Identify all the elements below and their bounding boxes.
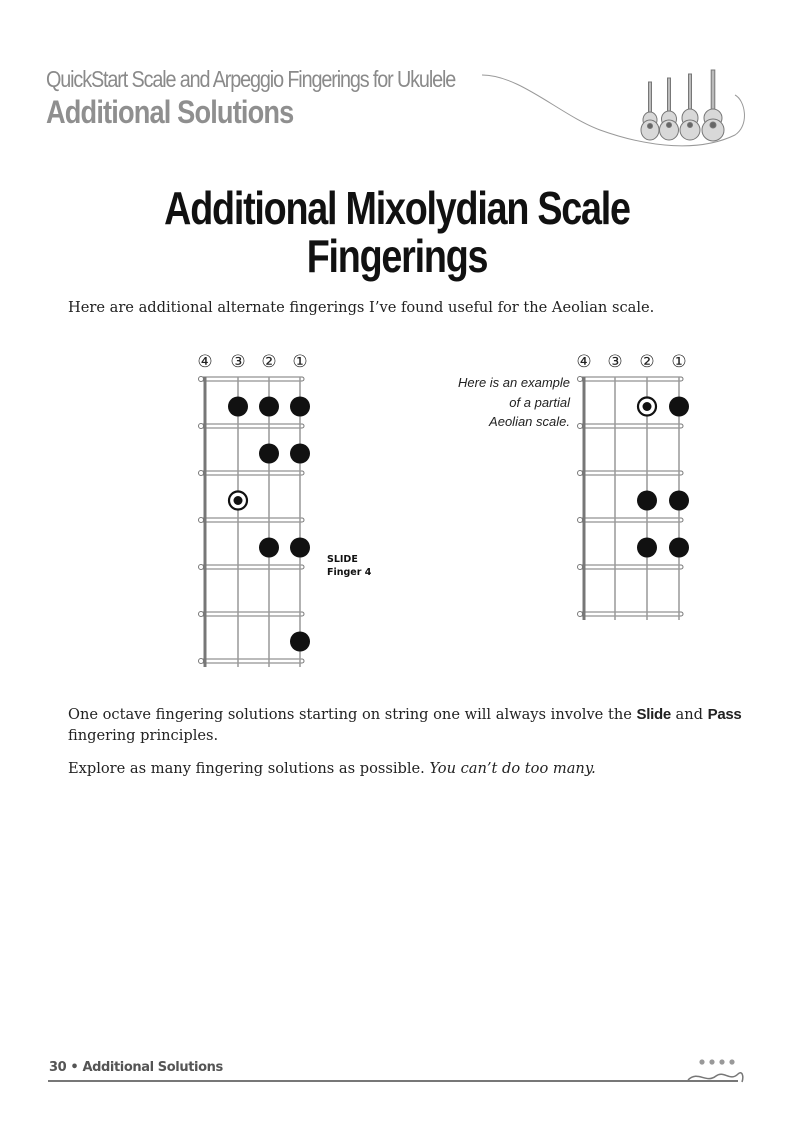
finger-dot <box>669 538 689 558</box>
fret-marker <box>199 612 204 617</box>
fret-line <box>580 377 683 381</box>
example-note-line2: of a partial <box>509 394 570 410</box>
fret-marker <box>578 424 583 429</box>
body1-text-a: One octave fingering solutions starting on string one will always involve the <box>68 706 637 723</box>
finger-dot <box>290 632 310 652</box>
body1-text-b: and <box>670 706 708 723</box>
body2-text: Explore as many fingering solutions as possible. <box>68 760 430 777</box>
fret-line <box>201 377 304 381</box>
fret-marker <box>199 518 204 523</box>
fret-line <box>580 471 683 475</box>
fretboard-right <box>576 352 689 620</box>
body-paragraph-2 <box>68 758 758 779</box>
finger-dot <box>637 491 657 511</box>
finger-dot <box>290 444 310 464</box>
slide-term: Slide <box>636 706 671 723</box>
finger-dot <box>259 538 279 558</box>
fret-line <box>201 612 304 616</box>
fret-marker <box>199 659 204 664</box>
string-label-4: ④ <box>197 352 213 372</box>
ukulele-group-icon <box>641 70 724 141</box>
fret-line <box>201 659 304 663</box>
fret-marker <box>578 518 583 523</box>
fret-line <box>580 424 683 428</box>
body1-text-c: fingering principles. <box>68 727 219 744</box>
example-note <box>420 373 570 432</box>
fret-line <box>580 565 683 569</box>
pass-term: Pass <box>707 706 742 723</box>
finger-dot <box>259 444 279 464</box>
example-note-line1: Here is an example <box>458 375 570 390</box>
string-label-1: ① <box>671 352 687 372</box>
body2-italic: You can’t do too many. <box>429 760 596 777</box>
page-title <box>0 184 794 280</box>
string-label-1: ① <box>292 352 308 372</box>
fret-line <box>580 612 683 616</box>
string-label-3: ③ <box>607 352 623 372</box>
fret-marker <box>578 612 583 617</box>
page-title-line2: Fingerings <box>306 230 488 282</box>
slide-label-line2: Finger 4 <box>327 567 372 578</box>
fret-line <box>580 518 683 522</box>
fret-marker <box>578 377 583 382</box>
fingering-diagrams <box>0 340 794 680</box>
fret-line <box>201 518 304 522</box>
fret-marker <box>578 565 583 570</box>
page-title-line1: Additional Mixolydian Scale <box>164 182 630 234</box>
finger-dot <box>637 538 657 558</box>
fret-line <box>201 471 304 475</box>
fret-marker <box>578 471 583 476</box>
finger-dot <box>290 397 310 417</box>
footer-page-label: 30 • Additional Solutions <box>49 1060 223 1075</box>
finger-dot <box>669 397 689 417</box>
section-title: Additional Solutions <box>46 94 294 130</box>
string-label-2: ② <box>261 352 277 372</box>
fret-marker <box>199 424 204 429</box>
fretboard-left <box>197 352 310 667</box>
dots-swirl-icon <box>680 1056 750 1086</box>
finger-dot <box>228 397 248 417</box>
finger-dot <box>669 491 689 511</box>
body-paragraph-1 <box>68 704 758 746</box>
string-label-4: ④ <box>576 352 592 372</box>
footer-rule <box>48 1080 738 1082</box>
fret-marker <box>199 471 204 476</box>
finger-dot <box>290 538 310 558</box>
intro-paragraph: Here are additional alternate fingerings I’ve found useful for the Aeolian scale. <box>68 299 655 316</box>
slide-label <box>327 553 371 579</box>
string-label-2: ② <box>639 352 655 372</box>
fret-line <box>201 424 304 428</box>
root-note-center <box>234 496 243 505</box>
string-label-3: ③ <box>230 352 246 372</box>
fret-marker <box>199 377 204 382</box>
fret-marker <box>199 565 204 570</box>
example-note-line3: Aeolian scale. <box>489 414 570 429</box>
slide-label-line1: SLIDE <box>327 554 358 565</box>
series-title: QuickStart Scale and Arpeggio Fingerings for Ukulele <box>46 66 456 92</box>
fret-line <box>201 565 304 569</box>
finger-dot <box>259 397 279 417</box>
header-decoration <box>0 60 794 160</box>
root-note-center <box>643 402 652 411</box>
